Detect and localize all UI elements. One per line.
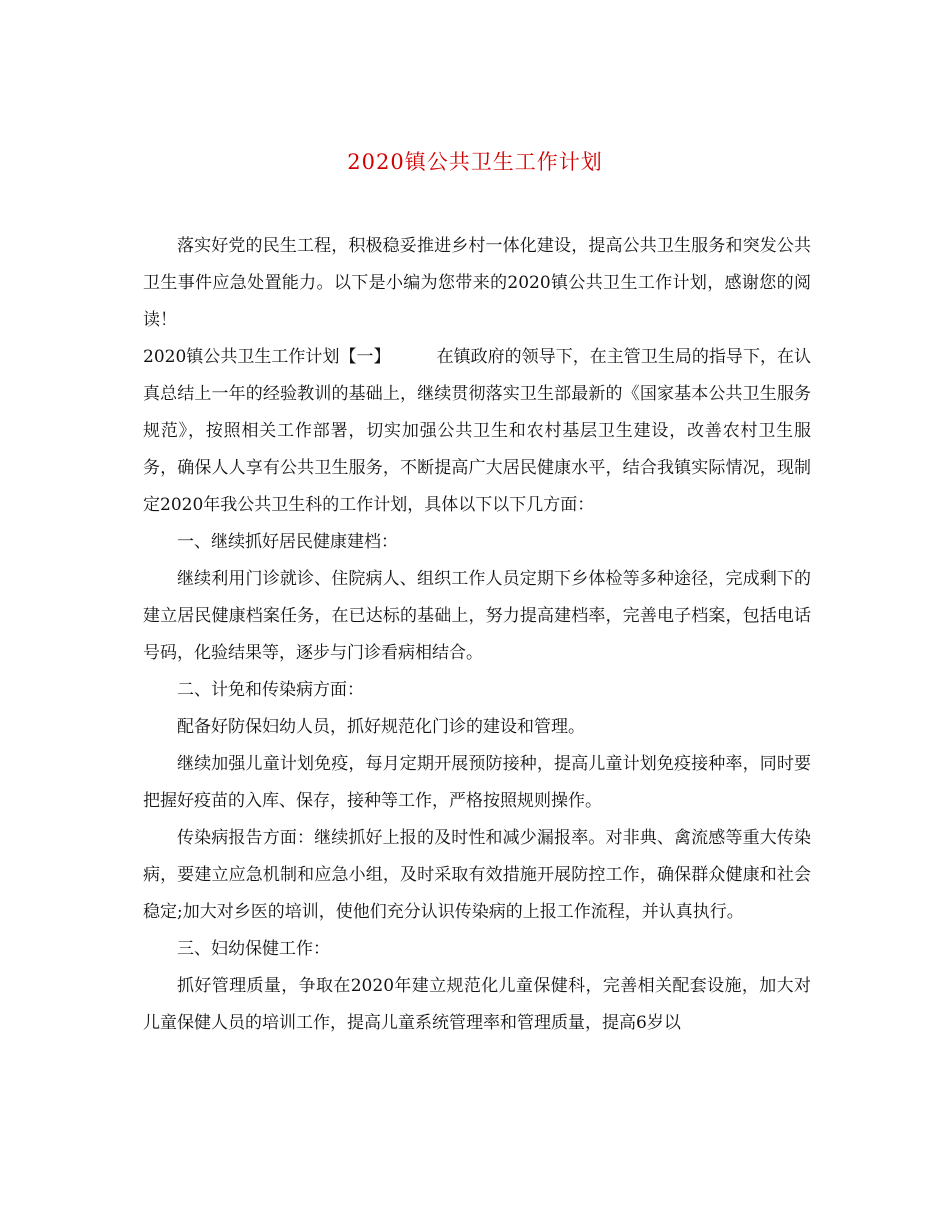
section-heading: 一、继续抓好居民健康建档：	[177, 532, 398, 552]
plan-intro-text: 在镇政府的领导下，在主管卫生局的指导下，在认真总结上一年的经验教训的基础上，继续贯彻落实卫生部最新的《国家基本公共卫生服务规范》，按照相关工作部署，切实加强公共卫生和农村基层卫生建设，改善农村卫生服务，确保人人享有公共卫生服务，不断提高广大居民健康水平，结合我镇实际情况，现制定2020年我公共卫生科的工作计划，具体以下以下几方面：	[143, 347, 812, 515]
body-paragraph: 抓好管理质量，争取在2020年建立规范化儿童保健科，完善相关配套设施，加大对儿童保健人员的培训工作，提高儿童系统管理率和管理质量，提高6岁以	[143, 976, 811, 1033]
document-body	[143, 228, 811, 1042]
section-heading: 二、计免和传染病方面：	[177, 680, 364, 700]
plan-heading: 2020镇公共卫生工作计划【一】	[143, 347, 391, 367]
section-heading: 三、妇幼保健工作：	[177, 939, 330, 959]
intro-paragraph: 落实好党的民生工程，积极稳妥推进乡村一体化建设，提高公共卫生服务和突发公共卫生事件应急处置能力。以下是小编为您带来的2020镇公共卫生工作计划，感谢您的阅读！	[143, 236, 811, 330]
plan-intro-paragraph	[143, 339, 811, 524]
body-paragraph: 配备好防保妇幼人员，抓好规范化门诊的建设和管理。	[177, 717, 585, 737]
body-paragraph: 传染病报告方面：继续抓好上报的及时性和减少漏报率。对非典、禽流感等重大传染病，要建立应急机制和应急小组，及时采取有效措施开展防控工作，确保群众健康和社会稳定;加大对乡医的培训，使他们充分认识传染病的上报工作流程，并认真执行。	[143, 828, 811, 922]
body-paragraph: 继续加强儿童计划免疫，每月定期开展预防接种，提高儿童计划免疫接种率，同时要把握好疫苗的入库、保存，接种等工作，严格按照规则操作。	[143, 754, 811, 811]
body-paragraph: 继续利用门诊就诊、住院病人、组织工作人员定期下乡体检等多种途径，完成剩下的建立居民健康档案任务，在已达标的基础上，努力提高建档率，完善电子档案，包括电话号码，化验结果等，逐步与门诊看病相结合。	[143, 569, 811, 663]
document-title: 2020镇公共卫生工作计划	[347, 150, 603, 174]
